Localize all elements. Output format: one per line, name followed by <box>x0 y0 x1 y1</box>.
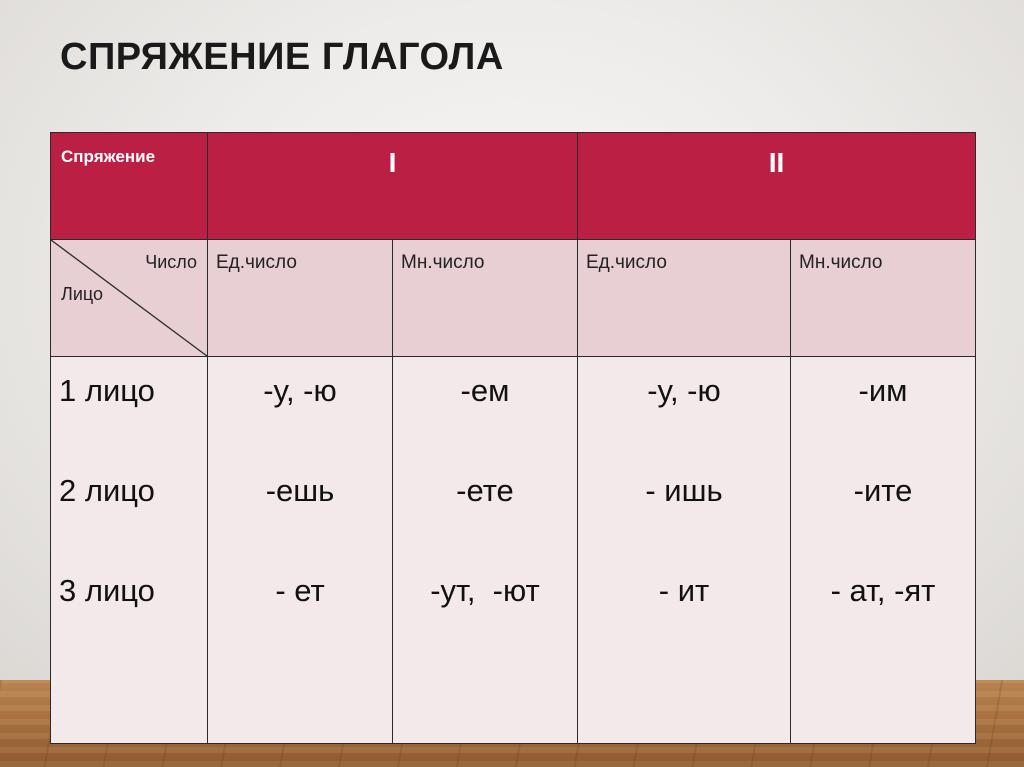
number-label: Мн.число <box>401 252 485 273</box>
ending-text: -ете <box>456 473 514 508</box>
ending-text: -ут, -ют <box>430 573 540 608</box>
conjugation-table <box>50 132 976 744</box>
number-cell <box>791 240 976 357</box>
ending-text: -ешь <box>265 473 335 508</box>
number-label: Мн.число <box>799 252 883 273</box>
ending-text: - ат, -ят <box>830 573 936 608</box>
conjugation-header-cell <box>208 133 578 240</box>
endings-cell <box>208 357 393 744</box>
person-label: 1 лицо <box>59 373 155 408</box>
ending-text: -у, -ю <box>647 373 721 408</box>
number-cell <box>208 240 393 357</box>
ending-text: -им <box>858 373 908 408</box>
ending-text: -у, -ю <box>263 373 337 408</box>
endings-cell <box>393 357 578 744</box>
number-cell <box>578 240 791 357</box>
table-header-row <box>51 133 976 240</box>
conjugation-label: II <box>768 147 785 178</box>
person-label: 2 лицо <box>59 473 155 508</box>
ending-text: - ет <box>275 573 325 608</box>
number-axis-label: Число <box>145 252 197 272</box>
header-label-cell <box>51 133 208 240</box>
ending-text: - ит <box>658 573 710 608</box>
endings-cell <box>791 357 976 744</box>
number-row <box>51 240 976 357</box>
persons-cell <box>51 357 208 744</box>
number-cell <box>393 240 578 357</box>
header-label: Спряжение <box>61 147 156 166</box>
ending-text: -ем <box>460 373 510 408</box>
ending-text: - ишь <box>645 473 723 508</box>
endings-row <box>51 357 976 744</box>
diagonal-header-cell <box>51 240 208 357</box>
page-title: СПРЯЖЕНИЕ ГЛАГОЛА <box>60 36 504 78</box>
person-axis-label: Лицо <box>61 284 103 304</box>
conjugation-header-cell <box>578 133 976 240</box>
number-label: Ед.число <box>216 252 297 273</box>
ending-text: -ите <box>853 473 913 508</box>
conjugation-label: I <box>388 147 397 178</box>
person-label: 3 лицо <box>59 573 155 608</box>
number-label: Ед.число <box>586 252 667 273</box>
endings-cell <box>578 357 791 744</box>
